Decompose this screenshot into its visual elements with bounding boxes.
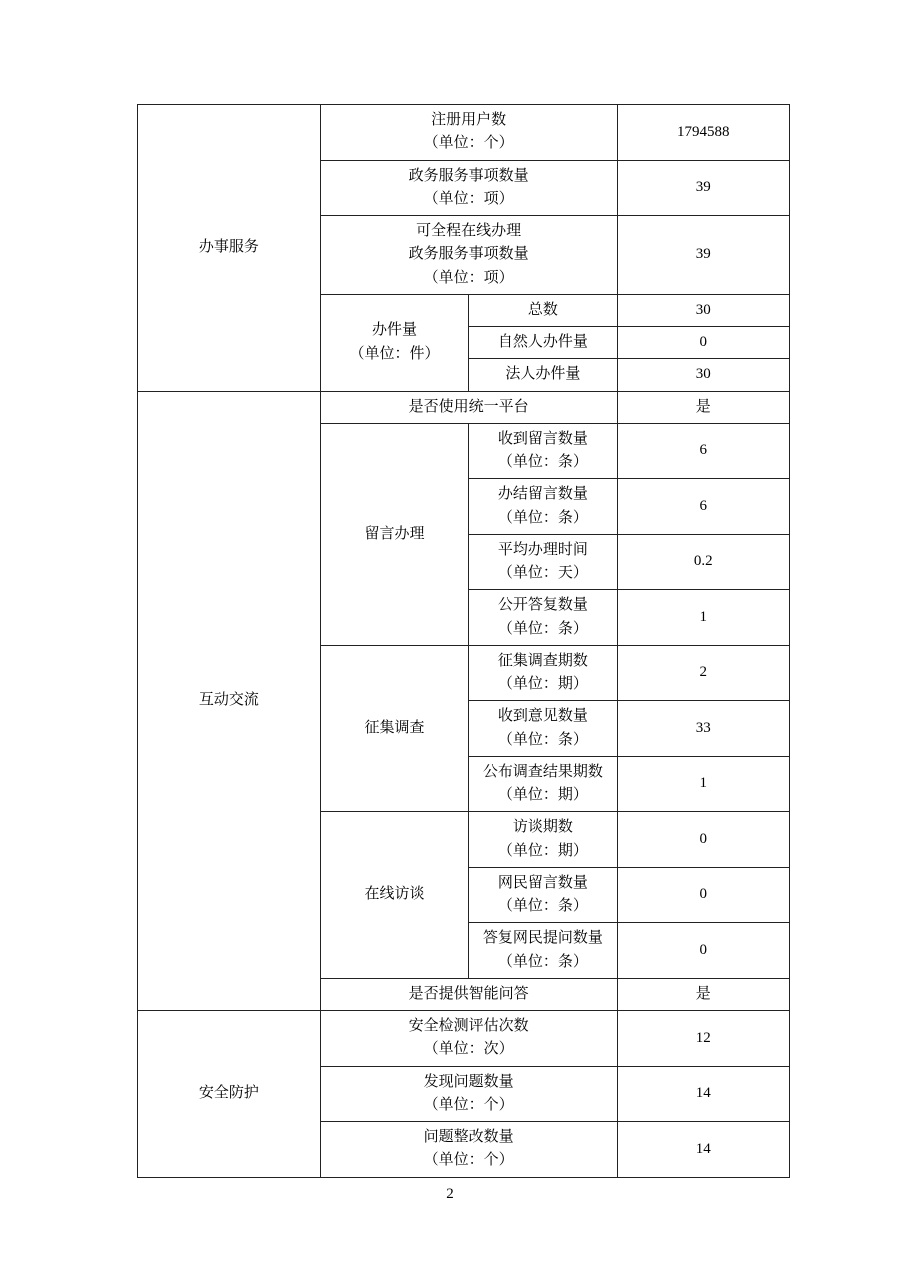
item-unit-line: （单位：项） — [423, 190, 514, 207]
value-cell-messages-closed: 6 — [617, 479, 789, 535]
value-cell-survey-count: 2 — [617, 645, 789, 701]
item-cell-survey: 征集调查 — [320, 645, 468, 812]
subitem-unit-line: （单位：期） — [497, 787, 588, 803]
table-row — [138, 391, 790, 423]
category-cell-hudongjiaoliu: 互动交流 — [138, 391, 321, 1011]
subitem-label-line: 访谈期数 — [512, 819, 573, 836]
value-cell-issues-fixed: 14 — [617, 1122, 789, 1178]
subitem-label-line: 网民留言数量 — [497, 874, 588, 891]
government-website-report-table — [137, 104, 790, 1178]
subitem-unit-line: （单位：条） — [497, 454, 588, 470]
subitem-unit-line: （单位：条） — [497, 731, 588, 748]
value-cell-opinions-received: 33 — [617, 701, 789, 757]
value-cell-online-service-items: 39 — [617, 216, 789, 295]
item-label-line: 问题整改数量 — [423, 1129, 514, 1145]
subitem-unit-line: （单位：期） — [497, 842, 588, 859]
value-cell-public-replies: 1 — [617, 590, 789, 646]
value-cell-smart-qa: 是 — [617, 978, 789, 1010]
subitem-label-line: 答复网民提问数量 — [482, 930, 603, 947]
item-cell-unified-platform: 是否使用统一平台 — [320, 391, 617, 423]
value-cell-total: 30 — [617, 294, 789, 326]
report-table-container — [137, 104, 790, 1178]
category-cell-anquanfanghu: 安全防护 — [138, 1011, 321, 1178]
table-row — [138, 105, 790, 161]
item-unit-line: （单位：个） — [423, 1096, 514, 1113]
subitem-cell-netizen-messages — [469, 867, 617, 923]
page-number: 2 — [446, 1186, 454, 1202]
item-label-line: 安全检测评估次数 — [408, 1018, 529, 1034]
item-cell-smart-qa: 是否提供智能问答 — [320, 978, 617, 1010]
subitem-cell-natural-person: 自然人办件量 — [469, 327, 617, 359]
subitem-cell-interview-count — [469, 812, 617, 868]
value-cell-security-assessments: 12 — [617, 1011, 789, 1067]
subitem-cell-total: 总数 — [469, 294, 617, 326]
item-label-line: 办件量 — [371, 322, 417, 339]
subitem-label-line: 收到意见数量 — [497, 708, 588, 725]
item-unit-line: （单位：项） — [423, 269, 514, 286]
item-cell-service-items — [320, 160, 617, 216]
item-cell-security-assessments — [320, 1011, 617, 1067]
subitem-cell-netizen-replies — [469, 923, 617, 979]
subitem-cell-survey-count — [469, 645, 617, 701]
subitem-cell-average-time — [469, 534, 617, 590]
value-cell-registered-users: 1794588 — [617, 105, 789, 161]
value-cell-issues-found: 14 — [617, 1066, 789, 1122]
subitem-unit-line: （单位：条） — [497, 953, 588, 970]
item-cell-issues-found — [320, 1066, 617, 1122]
subitem-cell-public-replies — [469, 590, 617, 646]
subitem-unit-line: （单位：条） — [497, 509, 588, 526]
subitem-label-line: 公布调查结果期数 — [482, 763, 603, 780]
subitem-label-line: 平均办理时间 — [497, 541, 588, 558]
value-cell-netizen-messages: 0 — [617, 867, 789, 923]
subitem-unit-line: （单位：条） — [497, 620, 588, 637]
subitem-cell-published-results — [469, 756, 617, 812]
item-label-line: 政务服务事项数量 — [408, 167, 529, 184]
subitem-label-line: 公开答复数量 — [497, 597, 588, 614]
value-cell-published-results: 1 — [617, 756, 789, 812]
item-unit-line: （单位：次） — [423, 1041, 514, 1058]
item-cell-message-handling: 留言办理 — [320, 423, 468, 645]
subitem-label-line: 办结留言数量 — [497, 486, 588, 503]
value-cell-interview-count: 0 — [617, 812, 789, 868]
item-cell-online-interview: 在线访谈 — [320, 812, 468, 979]
item-unit-line: （单位：个） — [423, 1152, 514, 1169]
value-cell-legal-person: 30 — [617, 359, 789, 391]
item-label-line: 发现问题数量 — [423, 1073, 514, 1090]
subitem-unit-line: （单位：天） — [497, 565, 588, 581]
subitem-unit-line: （单位：期） — [497, 676, 588, 692]
value-cell-netizen-replies: 0 — [617, 923, 789, 979]
category-cell-banshifuwu: 办事服务 — [138, 105, 321, 392]
item-unit-line: （单位：个） — [423, 135, 514, 152]
subitem-cell-legal-person: 法人办件量 — [469, 359, 617, 391]
value-cell-natural-person: 0 — [617, 327, 789, 359]
table-row — [138, 1011, 790, 1067]
subitem-label-line: 征集调查期数 — [497, 652, 588, 669]
subitem-cell-messages-received — [469, 423, 617, 479]
subitem-cell-messages-closed — [469, 479, 617, 535]
item-cell-online-service-items — [320, 216, 617, 295]
item-unit-line: （单位：件） — [349, 345, 440, 362]
item-label-line: 注册用户数 — [431, 112, 507, 128]
value-cell-average-time: 0.2 — [617, 534, 789, 590]
value-cell-messages-received: 6 — [617, 423, 789, 479]
value-cell-service-items: 39 — [617, 160, 789, 216]
subitem-label-line: 收到留言数量 — [497, 430, 588, 447]
subitem-unit-line: （单位：条） — [497, 898, 588, 914]
value-cell-unified-platform: 是 — [617, 391, 789, 423]
subitem-cell-opinions-received — [469, 701, 617, 757]
item-cell-issues-fixed — [320, 1122, 617, 1178]
item-cell-handled-volume — [320, 294, 468, 391]
item-label-line: 政务服务事项数量 — [408, 246, 529, 263]
item-cell-registered-users — [320, 105, 617, 161]
item-label-line: 可全程在线办理 — [416, 223, 522, 239]
